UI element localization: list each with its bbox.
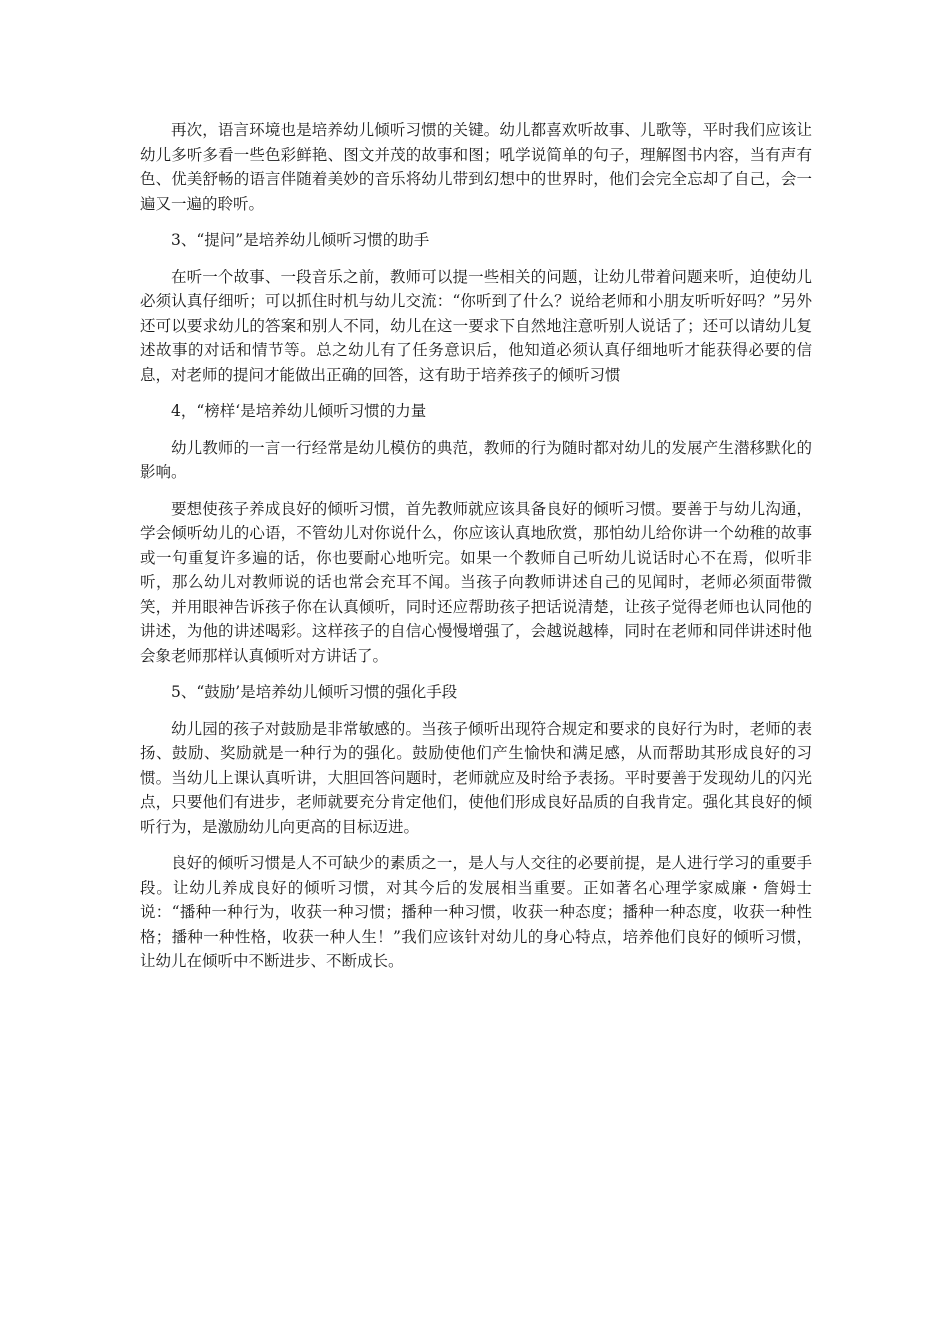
paragraph-language-environment: 再次，语言环境也是培养幼儿倾听习惯的关键。幼儿都喜欢听故事、儿歌等，平时我们应该让幼儿多听多看一些色彩鲜艳、图文并茂的故事和图；吼学说简单的句子，理解图书内容，当有声有色、优美舒畅的语言伴随着美妙的音乐将幼儿带到幻想中的世界时，他们会完全忘却了自己，会一遍又一遍的聆听。 bbox=[140, 121, 812, 213]
paragraph-conclusion: 良好的倾听习惯是人不可缺少的素质之一，是人与人交往的必要前提，是人进行学习的重要手段。让幼儿养成良好的倾听习惯，对其今后的发展相当重要。正如著名心理学家威廉・詹姆士说：“播种一种行为，收获一种习惯；播种一种习惯，收获一种态度；播种一种态度，收获一种性格；播种一种性格，收获一种人生！”我们应该针对幼儿的身心特点，培养他们良好的倾听习惯，让幼儿在倾听中不断进步、不断成长。 bbox=[140, 854, 812, 970]
section-heading-role-model: 4，“榜样‘是培养幼儿倾听习惯的力量 bbox=[171, 402, 427, 420]
paragraph-questioning: 在听一个故事、一段音乐之前，教师可以提一些相关的问题，让幼儿带着问题来听，迫使幼儿必须认真仔细听；可以抓住时机与幼儿交流：“你听到了什么？说给老师和小朋友听听好吗？”另外还可以要求幼儿的答案和别人不同，幼儿在这一要求下自然地注意听别人说话了；还可以请幼儿复述故事的对话和情节等。总之幼儿有了任务意识后，他知道必须认真仔细地听才能获得必要的信息，对老师的提问才能做出正确的回答，这有助于培养孩子的倾听习惯 bbox=[140, 267, 812, 384]
paragraph-encouragement: 幼儿园的孩子对鼓励是非常敏感的。当孩子倾听出现符合规定和要求的良好行为时，老师的表扬、鼓励、奖励就是一种行为的强化。鼓励使他们产生愉快和满足感，从而帮助其形成良好的习惯。当幼儿上课认真听讲，大胆回答问题时，老师就应及时给予表扬。平时要善于发现幼儿的闪光点，只要他们有进步，老师就要充分肯定他们，使他们形成良好品质的自我肯定。强化其良好的倾听行为，是激励幼儿向更高的目标迈进。 bbox=[140, 719, 812, 836]
paragraph-role-model-intro: 幼儿教师的一言一行经常是幼儿模仿的典范，教师的行为随时都对幼儿的发展产生潜移默化的影响。 bbox=[140, 438, 812, 481]
document-body bbox=[140, 118, 812, 986]
paragraph-role-model-detail: 要想使孩子养成良好的倾听习惯，首先教师就应该具备良好的倾听习惯。要善于与幼儿沟通，学会倾听幼儿的心语，不管幼儿对你说什么，你应该认真地欣赏，那怕幼儿给你讲一个幼稚的故事或一句重复许多遍的话，你也要耐心地听完。如果一个教师自己听幼儿说话时心不在焉，似听非听，那么幼儿对教师说的话也常会充耳不闻。当孩子向教师讲述自己的见闻时，老师必须面带微笑，并用眼神告诉孩子你在认真倾听，同时还应帮助孩子把话说清楚，让孩子觉得老师也认同他的讲述，为他的讲述喝彩。这样孩子的自信心慢慢增强了，会越说越棒，同时在老师和同伴讲述时他会象老师那样认真倾听对方讲话了。 bbox=[140, 499, 812, 665]
section-heading-questioning: 3、“提问”是培养幼儿倾听习惯的助手 bbox=[171, 231, 430, 249]
section-heading-encouragement: 5、“鼓励’是培养幼儿倾听习惯的强化手段 bbox=[171, 683, 458, 701]
